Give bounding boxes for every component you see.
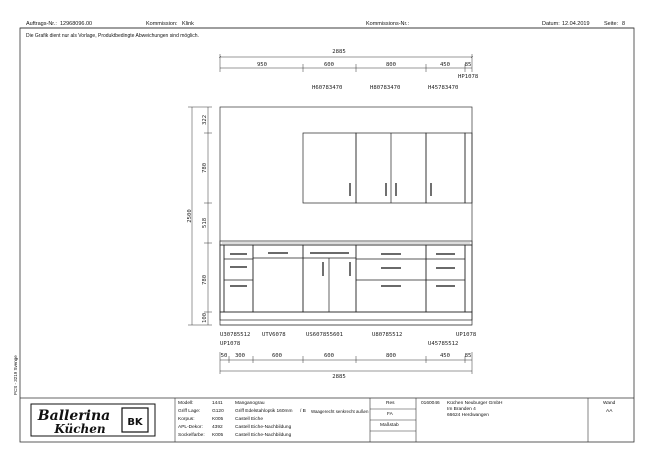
bottom-dim-1: 50 [220,353,228,359]
plinth-code: K005 [212,433,224,438]
bottom-code-4: U80785512 [372,332,403,338]
page-label: Seite: [604,21,619,27]
order-number: 12968096.00 [60,21,93,27]
height-dim-4: 780 [202,274,208,286]
brand-line-2: Küchen [54,422,106,436]
height-dim-1: 322 [202,114,208,126]
top-dim-4: 450 [439,62,451,68]
date-value: 12.04.2019 [562,21,590,27]
height-dim-3: 518 [202,217,208,229]
handle-value: Griff Edelstahloptik 160mm [235,409,293,414]
handle-position: / B [300,409,306,414]
top-dim-3: 800 [385,62,397,68]
top-code-2: H80783470 [370,85,401,91]
res-label: Res [386,401,395,406]
commission-label: Kommission: [146,21,178,27]
body-value: Castell Eiche [235,417,263,422]
wall-cabinets [303,133,472,203]
top-code-3: H45783470 [428,85,459,91]
handle-label: Griff Lage: [178,409,201,414]
plinth [220,312,472,320]
wall-cabinet-600 [303,133,356,203]
brand-badge-icon [122,408,148,432]
dealer-street: Im Branden 4 [447,407,476,412]
commission-value: Klink [182,21,194,27]
brand-line-1: Ballerina [37,408,111,424]
body-label: Korpus: [178,417,195,422]
handle-code: G120 [212,409,224,414]
dealer-name: Küchen Neuburger GmbH [447,401,503,406]
bottom-dim-5: 800 [385,353,397,359]
order-label: Auftrags-Nr.: [26,21,57,27]
base-cabinets [220,245,472,312]
worktop-value: Castell Eiche-Nachbildung [235,425,292,430]
worktop-label: APL-Dekor: [178,425,203,430]
commission-number-label: Kommissions-Nr.: [366,21,410,27]
ballerina-kuechen-logo [30,403,156,437]
worktop-code: 4392 [212,425,223,430]
body-code: K005 [212,417,224,422]
wall-side-panel [465,133,472,203]
top-code-1: H60783470 [312,85,343,91]
side-reference-text: PCS - 3219 Svenge [13,355,18,395]
top-code-hp: HP1078 [458,74,479,80]
bottom-dim-6: 450 [439,353,451,359]
svg-text:BK: BK [127,417,143,428]
dealer-number: 0160046 [421,401,440,406]
base-left-panel [220,245,224,312]
height-dim-5: 100 [202,312,208,324]
page-number: 8 [622,21,626,27]
base-drawer-cabinet-800 [356,245,426,312]
bottom-dim-4: 600 [323,353,335,359]
top-dim-2: 600 [323,62,335,68]
base-drawer-cabinet-450 [426,245,465,312]
bottom-dimension-lines [220,352,472,374]
bottom-total-dimension: 2885 [332,374,346,380]
bottom-code-1: U30785512 [220,332,251,338]
top-dim-1: 950 [256,62,268,68]
plinth-label: Sockelfarbe: [178,433,205,438]
base-cabinet-300 [224,245,253,312]
bottom-code-6: UP1078 [220,341,241,347]
model-code: 1441 [212,401,223,406]
top-total-dimension: 2885 [332,49,346,55]
bottom-dim-2: 300 [234,353,246,359]
dealer-city: 66624 Herdwangen [447,413,489,418]
model-value: Manganograu [235,401,265,406]
bottom-code-3: US607855601 [306,332,344,338]
height-total-dimension: 2500 [187,209,193,223]
model-label: Modell: [178,401,194,406]
disclaimer-note: Die Grafik dient nur als Vorlage, Produktbedingte Abweichungen sind möglich. [26,33,199,39]
wall-label: Wand [603,401,616,406]
wall-outline [220,107,472,325]
wall-cabinet-handles [350,183,431,196]
bottom-dim-7: 85 [464,353,472,359]
res-value: FA [387,412,393,417]
date-label: Datum: [542,21,560,27]
base-dishwasher-600 [253,245,303,312]
bottom-code-7: U45785512 [428,341,459,347]
bottom-code-5: UP1078 [456,332,477,338]
plinth-value: Castell Eiche-Nachbildung [235,433,292,438]
handle-extra: Waagerecht senkrecht außen [311,409,369,414]
scale-label: Maßstab [380,423,399,428]
base-sink-cabinet-600 [303,245,356,312]
bottom-code-2: UTV6078 [262,332,286,338]
wall-cabinet-450 [426,133,465,203]
top-dim-5: 85 [464,62,472,68]
bottom-dim-3: 600 [271,353,283,359]
wall-value: AA [606,409,613,414]
base-side-panel [465,245,472,312]
height-dim-2: 780 [202,162,208,174]
